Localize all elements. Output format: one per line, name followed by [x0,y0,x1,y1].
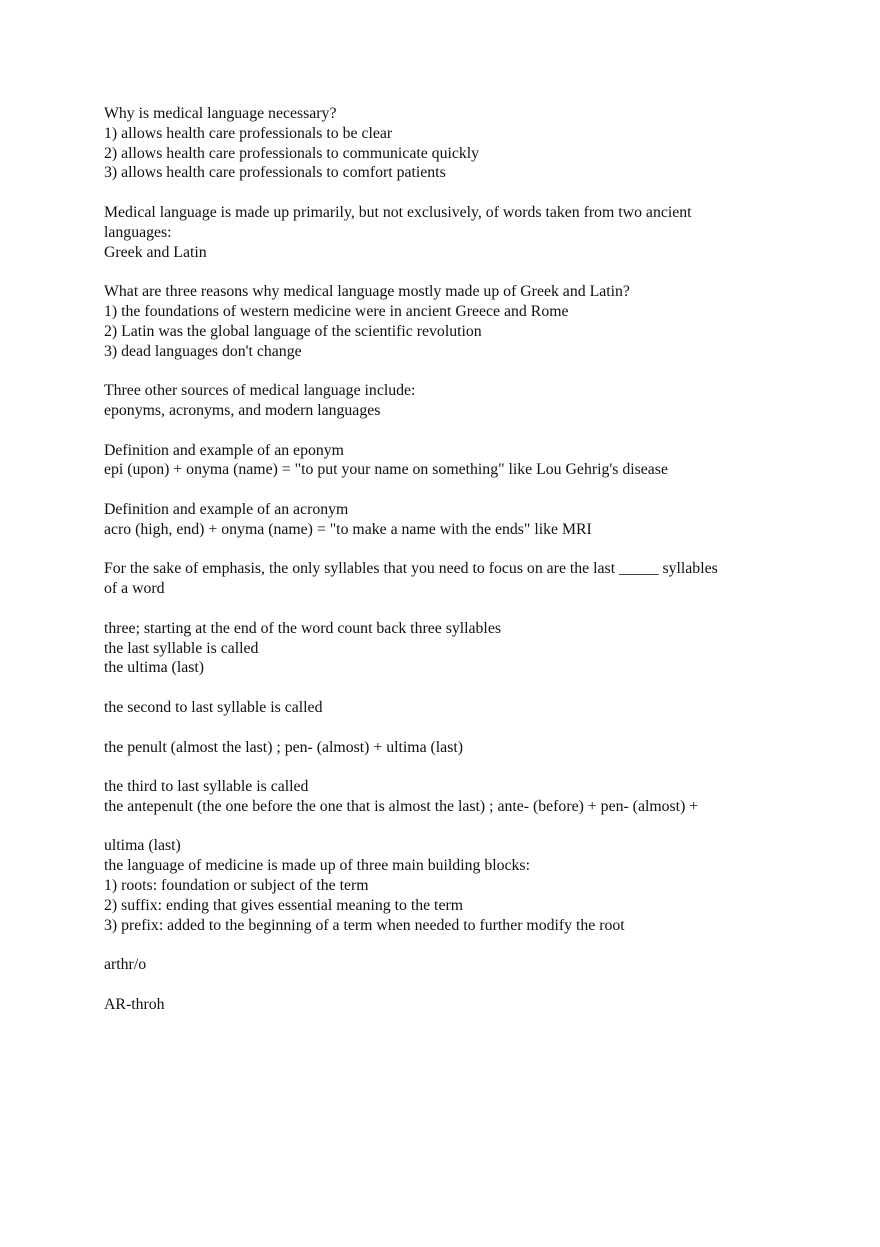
answer-line: 2) allows health care professionals to communicate quickly [104,144,480,162]
answer-line: epi (upon) + onyma (name) = "to put your name on something" like Lou Gehrig's disease [104,461,668,479]
answer-line: 1) allows health care professionals to be clear [104,124,393,142]
term-line: arthr/o [104,956,147,974]
paragraph-eponym [104,441,794,481]
answer-line: 3) prefix: added to the beginning of a term when needed to further modify the root [104,916,625,934]
question-line: For the sake of emphasis, the only syllables that you need to focus on are the last _____ syllables [104,560,718,578]
answer-line: acro (high, end) + onyma (name) = "to make a name with the ends" like MRI [104,520,592,538]
answer-line: 2) suffix: ending that gives essential meaning to the term [104,896,464,914]
pronunciation-line: AR-throh [104,995,165,1013]
question-line: Three other sources of medical language include: [104,382,416,400]
paragraph-arthro-pronunciation [104,995,794,1015]
paragraph-second-to-last [104,698,794,718]
paragraph-why-medical-language [104,104,794,183]
answer-line: 3) dead languages don't change [104,342,302,360]
question-line: the second to last syllable is called [104,698,323,716]
question-line: languages: [104,223,172,241]
paragraph-arthro [104,955,794,975]
question-line: the last syllable is called [104,639,259,657]
paragraph-emphasis [104,559,794,599]
question-line: the language of medicine is made up of three main building blocks: [104,857,530,875]
question-line: Definition and example of an acronym [104,500,349,518]
paragraph-penult [104,738,794,758]
answer-line: 2) Latin was the global language of the scientific revolution [104,322,482,340]
paragraph-three-reasons [104,282,794,361]
document-body [104,104,794,1034]
answer-line: the antepenult (the one before the one that is almost the last) ; ante- (before) + pen- (almost) + [104,797,699,815]
answer-line: three; starting at the end of the word count back three syllables [104,619,501,637]
question-line: Definition and example of an eponym [104,441,344,459]
answer-line: 3) allows health care professionals to comfort patients [104,164,446,182]
paragraph-acronym [104,500,794,540]
answer-line: Greek and Latin [104,243,207,261]
question-line: Medical language is made up primarily, but not exclusively, of words taken from two ancient [104,203,692,221]
paragraph-other-sources [104,381,794,421]
answer-line: ultima (last) [104,837,181,855]
question-line: of a word [104,580,165,598]
paragraph-building-blocks [104,836,794,935]
answer-line: the penult (almost the last) ; pen- (almost) + ultima (last) [104,738,463,756]
paragraph-greek-latin [104,203,794,262]
answer-line: 1) the foundations of western medicine were in ancient Greece and Rome [104,302,569,320]
answer-line: 1) roots: foundation or subject of the term [104,877,369,895]
answer-line: the ultima (last) [104,659,205,677]
paragraph-antepenult [104,777,794,817]
question-line: the third to last syllable is called [104,778,309,796]
question-line: Why is medical language necessary? [104,105,337,122]
question-line: What are three reasons why medical language mostly made up of Greek and Latin? [104,283,630,301]
answer-line: eponyms, acronyms, and modern languages [104,401,381,419]
paragraph-ultima [104,619,794,678]
